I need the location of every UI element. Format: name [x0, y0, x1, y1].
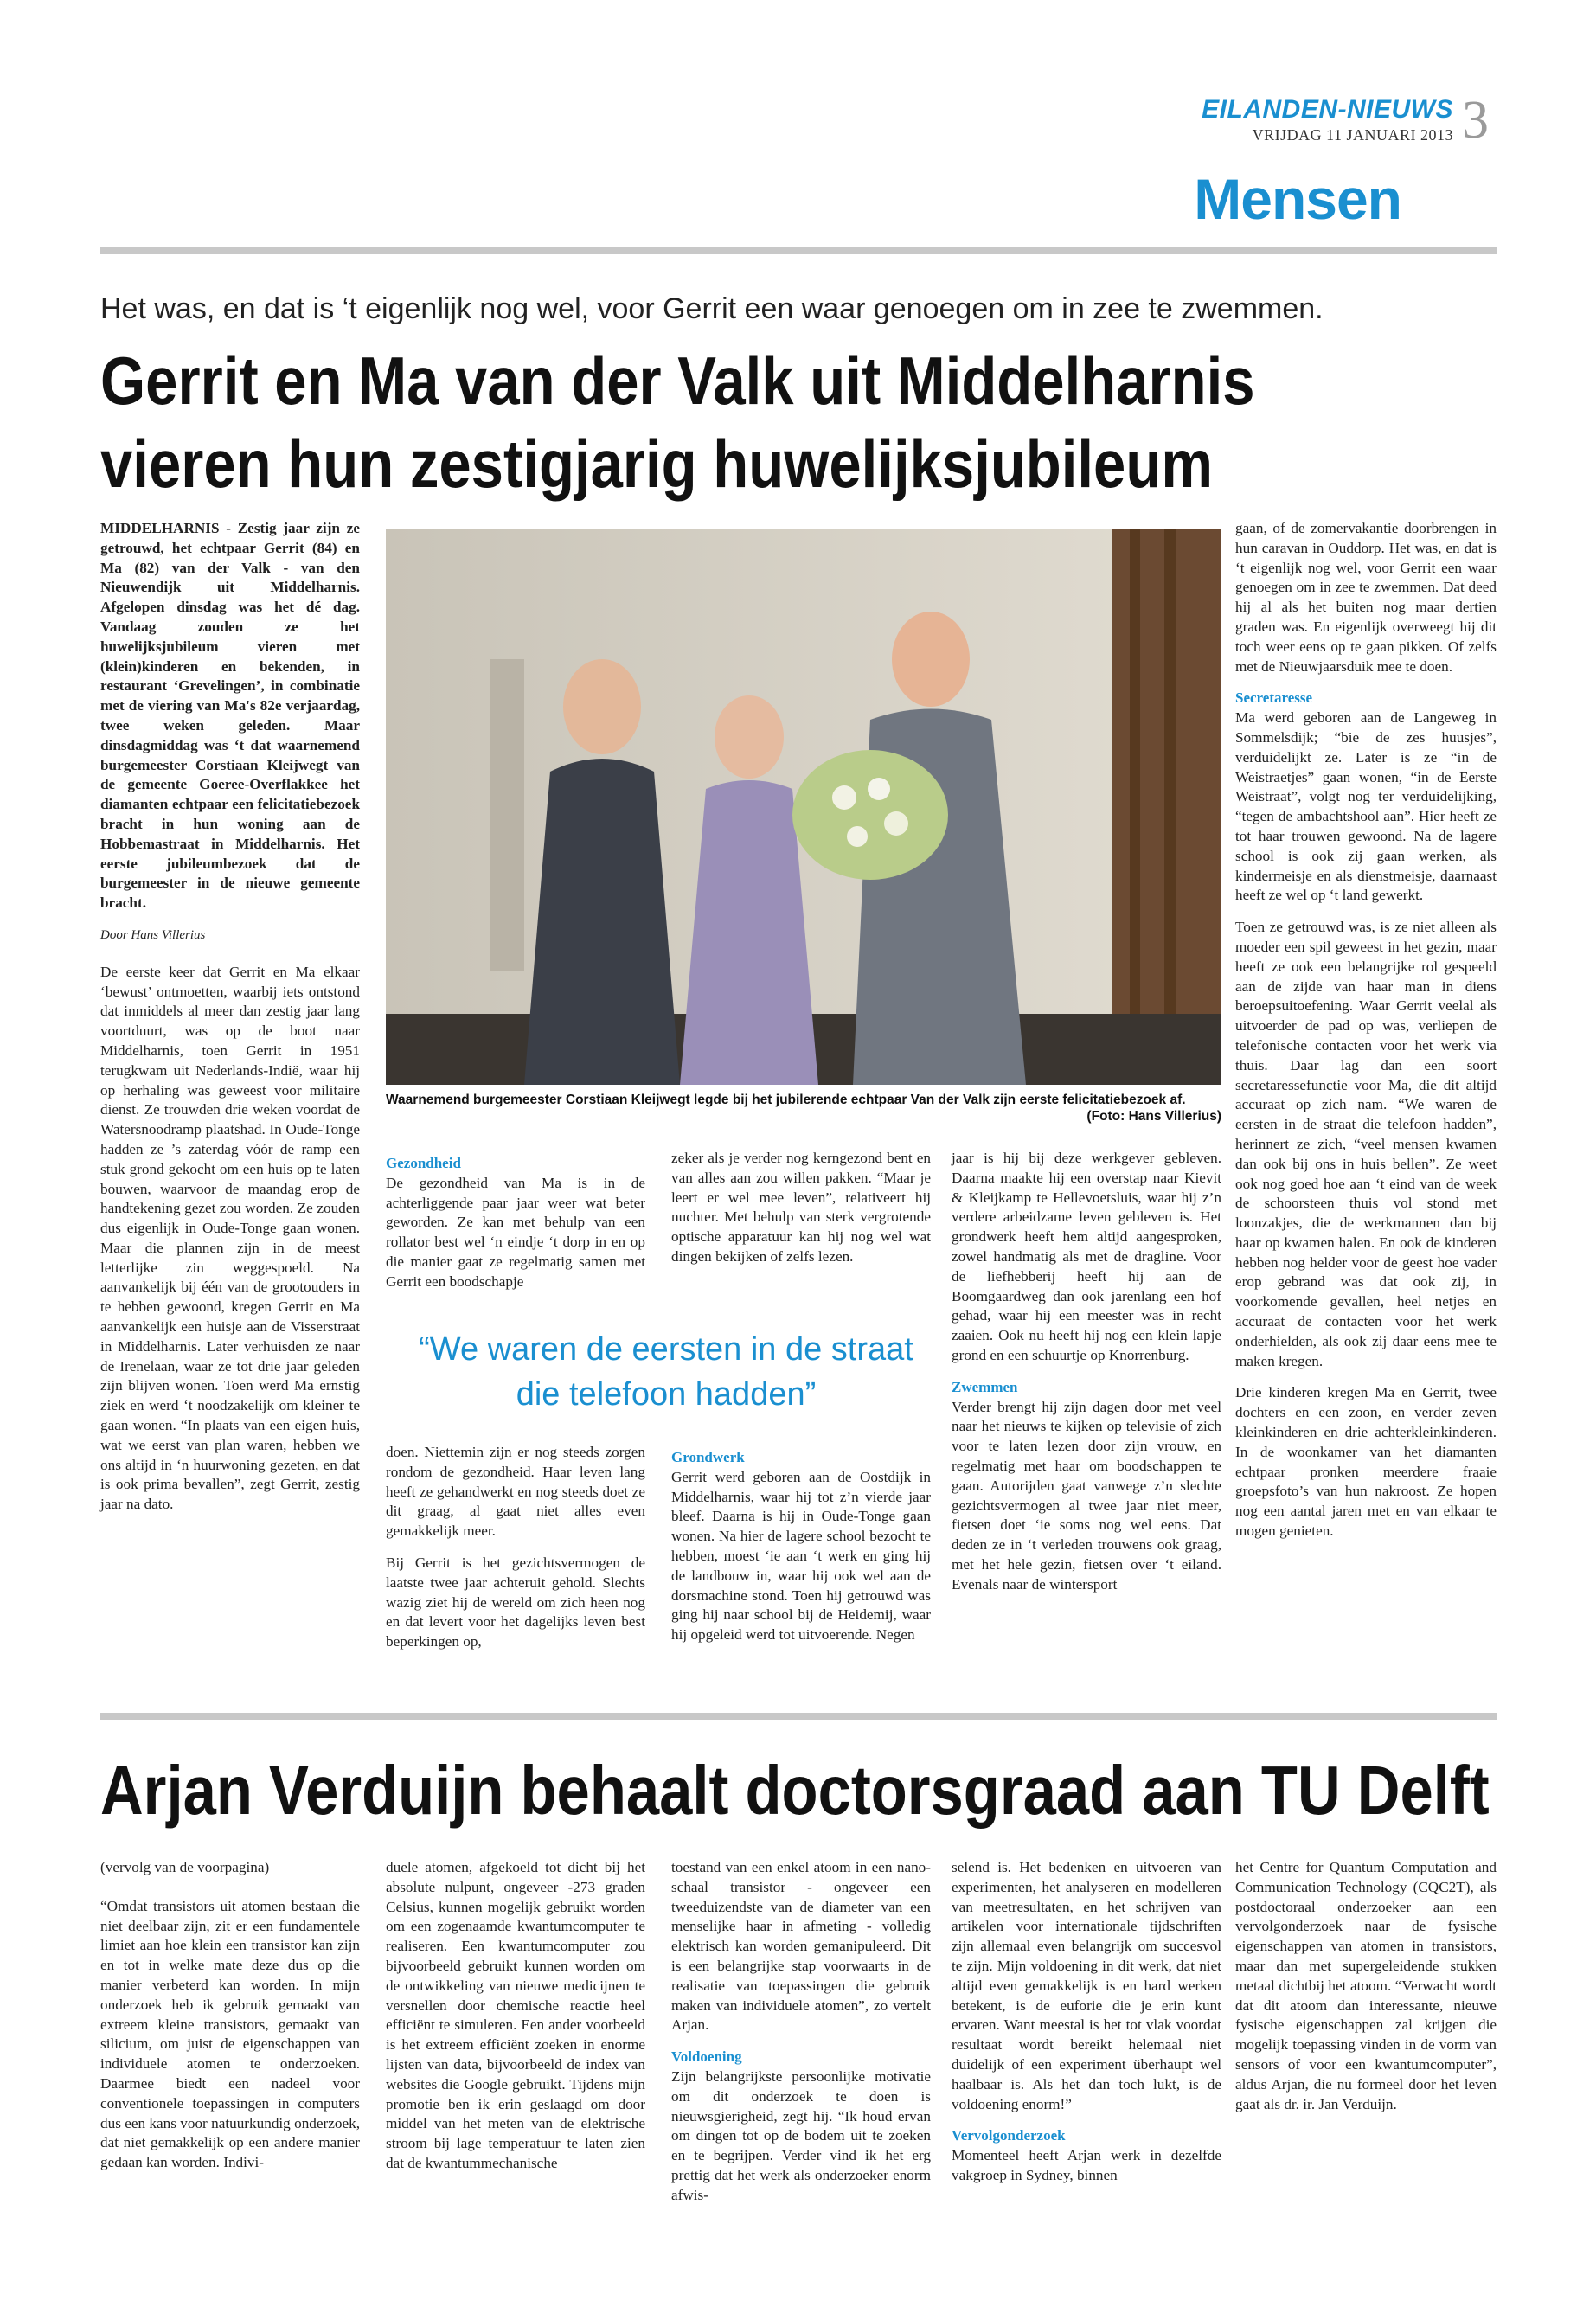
article-column-2-bottom — [386, 1443, 645, 1664]
body-paragraph: Momenteel heeft Arjan werk in dezelfde vakgroep in Sydney, binnen — [952, 2147, 1221, 2183]
article-2-column-4 — [952, 1858, 1221, 2198]
photo-illustration — [386, 529, 1221, 1085]
body-paragraph: duele atomen, afgekoeld tot dicht bij het absolute nulpunt, ongeveer -273 graden Celsius, kunnen mogelijk gebruikt worden om een zogenaamde kwantumcomputer te realiseren. Een kwantumcomputer zou bijvoorbeeld gebruikt kunnen worden om de ontwikkeling van nieuwe medicijnen te versnellen door chemische reactie heel efficiënt te simuleren. Een ander voorbeeld is het extreem efficiënt zoeken in enorme lijsten van data, bijvoorbeeld de index van websites die Google gebruikt. Tijdens mijn promotie ben ik erin geslaagd om door middel van het meten van de elektrische stroom bij lage temperatuur te laten zien dat de kwantummechanische — [386, 1859, 645, 2171]
article-column-3-top — [671, 1149, 931, 1279]
article-2-column-1 — [100, 1858, 360, 2185]
body-paragraph: Bij Gerrit is het gezichtsvermogen de laatste twee jaar achteruit gehold. Slechts wazig ziet hij de wereld om zich heen nog en dat levert voor het dagelijks leven best beperkingen op, — [386, 1554, 645, 1650]
body-paragraph: selend is. Het bedenken en uitvoeren van experimenten, het analyseren en modelleren van meetresultaten, en het schrijven van artikelen voor internationale tijdschriften zijn allemaal even belangrijk om succesvol te zijn. Mijn voldoening in dit werk, dat niet altijd even gemakkelijk is en hard werken betekent, is de euforie die je erin kunt ervaren. Want meestal is het tot vlak voordat resultaat wordt bereikt helemaal niet duidelijk of een experiment überhaupt wel haalbaar is. Als het dan toch lukt, is de voldoening enorm!” — [952, 1859, 1221, 2112]
body-paragraph: Drie kinderen kregen Ma en Gerrit, twee dochters en een zoon, en verder zeven kleinkinderen en drie achterkleinkinderen. In de woonkamer van het diamanten echtpaar pronken meerdere fraaie groepsfoto’s van hun nakroost. Ze hopen nog een aantal jaren met en van elkaar te mogen genieten. — [1235, 1384, 1497, 1540]
article-2-column-5 — [1235, 1858, 1497, 2126]
body-paragraph: Zijn belangrijkste persoonlijke motivatie om dit onderzoek te doen is nieuwsgierigheid, zegt hij. “Ik houd ervan om dingen tot op de bodem uit te zoeken en te begrijpen. Verder vind ik het erg prettig dat het werk als onderzoeker enorm afwis- — [671, 2067, 931, 2203]
body-paragraph: Gerrit werd geboren aan de Oostdijk in Middelharnis, waar hij tot z’n vierde jaar bleef. Daarna is hij in Oude-Tonge gaan wonen. Na hier de lagere school bezocht te hebben, moest ‘ie aan ‘t werk en ging hij de landbouw in, waar hij ook wel aan de dorsmachine stond. Toen hij getrouwd was ging hij naar school bij de Heidemij, waar hij opgeleid werd tot uitvoerende. Negen — [671, 1468, 931, 1644]
subhead-zwemmen: Zwemmen — [952, 1378, 1018, 1395]
body-paragraph: De gezondheid van Ma is in de achterliggende paar jaar weer wat beter geworden. Ze kan met behulp van een rollator best wel ‘n eindje ‘t dorp in en op die manier gaat ze regelmatig samen met Gerrit een boodschapje — [386, 1174, 645, 1290]
body-paragraph: doen. Niettemin zijn er nog steeds zorgen rondom de gezondheid. Haar leven lang heeft ze gehandwerkt en nog steeds doet ze dit graag, al gaat niet alles even gemakkelijk meer. — [386, 1444, 645, 1540]
subhead-gezondheid: Gezondheid — [386, 1155, 461, 1171]
section-title: Mensen — [1194, 167, 1401, 231]
article-kicker: Het was, en dat is ‘t eigenlijk nog wel, voor Gerrit een waar genoegen om in zee te zwemmen. — [100, 292, 1324, 325]
article-headline — [100, 339, 1410, 505]
subhead-vervolgonderzoek: Vervolgonderzoek — [952, 2127, 1066, 2144]
subhead-secretaresse: Secretaresse — [1235, 689, 1313, 707]
body-paragraph: Verder brengt hij zijn dagen door met veel naar het nieuws te kijken op televisie of zich voor te laten lezen door zijn vrouw, en regelmatig met haar om boodschappen te gaan. Autorijden gaat vanwege z’n slechte gezichtsvermogen al twee jaar niet meer, fietsen doet ‘ie soms nog wel eens. Dat deden ze in ‘t verleden trouwens ook graag, met het hele gezin, fietsen over ‘t eiland. Evenals naar de wintersport — [952, 1398, 1221, 1593]
pull-quote: “We waren de eersten in de straat die telefoon hadden” — [419, 1331, 913, 1413]
continuation-note: (vervolg van de voorpagina) — [100, 1859, 270, 1875]
byline: Door Hans Villerius — [100, 927, 206, 942]
top-rule — [100, 247, 1497, 254]
article-column-1 — [100, 519, 360, 1527]
article-column-5 — [1235, 519, 1497, 1554]
body-paragraph: “Omdat transistors uit atomen bestaan die niet deelbaar zijn, zit er een fundamentele limiet aan hoe klein een transistor kan zijn en tot in welke mate deze dus op die manier verbeterd kan worden. In mijn onderzoek heb ik gebruik gemaakt van extreem kleine transistors, gemaakt van silicium, om juist de eigenschappen van individuele atomen te onderzoeken. Daarmee biedt een nadeel voor conventionele toepassingen in computers dus een kans voor natuurkundig onderzoek, dat niet gemakkelijk op een andere manier gedaan kan worden. Indivi- — [100, 1897, 360, 2171]
page-number: 3 — [1462, 91, 1489, 150]
article-column-4-top — [952, 1149, 1221, 1607]
body-paragraph: gaan, of de zomervakantie doorbrengen in hun caravan in Ouddorp. Het was, en dat is ‘t eigenlijk nog wel, voor Gerrit een waar genoegen om in zee te zwemmen. Dat deed hij al als het buiten nog maar dertien graden was. En eigenlijk overweegt hij dit toch weer eens op te gaan pikken. Of zelfs met de Nieuwjaarsduik mee te doen. — [1235, 520, 1497, 675]
article-column-3-bottom — [671, 1443, 931, 1657]
photo-caption — [386, 1092, 1221, 1125]
caption-text: Waarnemend burgemeester Corstiaan Kleijwegt legde bij het jubilerende echtpaar Van der Valk zijn eerste felicitatiebezoek af. — [386, 1093, 1186, 1107]
subhead-voldoening: Voldoening — [671, 2048, 742, 2066]
article-column-2-top — [386, 1149, 645, 1304]
headline-line-1: Gerrit en Ma van der Valk uit Middelharnis — [100, 343, 1255, 419]
photo-credit: (Foto: Hans Villerius) — [1086, 1109, 1221, 1124]
body-paragraph: het Centre for Quantum Computation and Communication Technology (CQC2T), als postdoctoraal onderzoeker aan een vervolgonderzoek naar de fysische eigenschappen van atomen in transistors, maar dan met supergeleidende stukken metaal dichtbij het atoom. “Verwacht wordt dat dit atoom dan interessante, nieuwe fysische eigenschappen zal krijgen die mogelijk toepassing vinden in de vorm van sensors of voor een kwantumcomputer”, aldus Arjan, die nu formeel door het leven gaat als dr. ir. Jan Verduijn. — [1235, 1859, 1497, 2112]
article-photo — [386, 529, 1221, 1085]
article-lead: MIDDELHARNIS - Zestig jaar zijn ze getrouwd, het echtpaar Gerrit (84) en Ma (82) van der Valk - van den Nieuwendijk uit Middelharnis. Afgelopen dinsdag was het dé dag. Vandaag zouden ze het huwelijksjubileum vieren met (klein)kinderen en bekenden, in restaurant ‘Grevelingen’, in combinatie met de viering van Ma's 82e verjaardag, twee weken geleden. Maar dinsdagmiddag was ‘t dat waarnemend burgemeester Corstiaan Kleijwegt van de gemeente Goeree-Overflakkee het diamanten echtpaar een felicitatiebezoek bracht in hun woning aan de Hobbemastraat in Middelharnis. Het eerste jubileumbezoek dat de burgemeester in de nieuwe gemeente bracht. — [100, 520, 360, 912]
body-paragraph: Toen ze getrouwd was, is ze niet alleen als moeder een spil geweest in het gezin, maar heeft ze ook een belangrijke rol gespeeld aan de zijde van haar man in diens beroepsuitoefening. Waar Gerrit veelal als uitvoerder de pad op was, verliepen de telefonische contacten voor het werk via thuis. Daar lag dan een soort secretaressefunctie voor Ma, die dit altijd accuraat op zich nam. “We waren de eersten in de straat die telefoon hadden”, herinnert ze zich, “veel mensen kwamen dan ook bij ons in huis bellen”. Ze weet ook nog goed hoe aan ‘t eind van de week de schoorsteen thuis vol stond met loonzakjes, die de werkmannen dan bij haar op kwamen halen. En ook de kinderen hebben nog helder voor de geest hoe vader erop gebrand was dat ook zij, in voorkomende gevallen, heel netjes en accuraat de contacten voor het werk onderhielden, als ook zij daar eens mee te maken kregen. — [1235, 919, 1497, 1369]
body-paragraph: toestand van een enkel atoom in een nano-schaal transistor - ongeveer een tweeduizendste van de diameter van een menselijke haar in afmeting - volledig elektrisch kan worden gemanipuleerd. Dit is een belangrijke stap voorwaarts in de realisatie van toepassingen die gebruik maken van individuele atomen”, zo vertelt Arjan. — [671, 1859, 931, 2034]
body-paragraph: De eerste keer dat Gerrit en Ma elkaar ‘bewust’ ontmoetten, waarbij iets ontstond dat inmiddels al meer dan zestig jaar lang voortduurt, was op de boot naar Middelharnis, toen Gerrit in 1951 terugkwam uit Nederlands-Indië, waar hij op herhaling was geweest voor militaire dienst. Ze trouwden drie weken voordat de Watersnoodramp plaatshad. In Oude-Tonge hadden ze ’s zaterdag vóór de ramp een stuk grond gekocht om een huis op te laten bouwen, waarvoor de maandag erop de handtekening gezet zou worden. Ze zouden dus eigenlijk in Oude-Tonge gaan wonen. Maar die plannen zijn in de meest letterlijke zin weggespoeld. Na aanvankelijk bij één van de grootouders in te hebben gewoond, kregen Gerrit en Ma aanvankelijk een huisje aan de Visserstraat in Middelharnis. Later verhuisden ze naar de Irenelaan, waar ze tot drie jaar geleden zijn blijven wonen. Toen werd Ma ernstig ziek en werd ‘t noodzakelijk om kleiner te gaan wonen. “In plaats van een eigen huis, wat we eerst van plan waren, hebben we ons altijd in ‘n huurwoning gezeten, en dat is ook prima bevallen”, zegt Gerrit, zestig jaar na dato. — [100, 963, 360, 1513]
article-2-headline: Arjan Verduijn behaalt doctorsgraad aan TU Delft — [100, 1752, 1490, 1829]
issue-date: VRIJDAG 11 JANUARI 2013 — [1252, 126, 1453, 144]
masthead — [1194, 95, 1453, 144]
body-paragraph: zeker als je verder nog kerngezond bent en van alles aan zou willen pakken. “Maar je leert er wel mee leven”, relativeert hij nuchter. Met behulp van sterk vergrotende optische apparatuur kan hij nog wel wat dingen bekijken of zelfs lezen. — [671, 1150, 931, 1265]
body-paragraph: jaar is hij bij deze werkgever gebleven. Daarna maakte hij een overstap naar Kievit & Kleijkamp te Hellevoetsluis, waar hij z’n verdere arbeidzame leven gebleven is. Het grondwerk heeft hem altijd aangesproken, zowel handmatig als met de dragline. Voor de liefhebberij heeft hij aan de Boomgaardweg dan ook jarenlang een hof gehad, waar hij een meester was in recht zaaien. Ook nu heeft hij nog een klein lapje grond en een schuurtje op Knorrenburg. — [952, 1150, 1221, 1363]
headline-line-2: vieren hun zestigjarig huwelijksjubileum — [100, 426, 1213, 502]
body-paragraph: Ma werd geboren aan de Langeweg in Sommelsdijk; “bie de zes huusjes”, verduidelijkt ze. Later is ze “in de Weistraetjes” gaan wonen, “in de Eerste Weistraat”, volgt nog ter verduidelijking, “tegen de ambachtshool aan”. Hier heeft ze tot haar trouwen gewoond. Na de lagere school is ook zij gaan werken, als kindermeisje en als dienstmeisje, daarnaast heeft ze wel op ‘t land gewerkt. — [1235, 709, 1497, 904]
paper-name: EILANDEN-NIEUWS — [1202, 95, 1453, 124]
article-2-column-2 — [386, 1858, 645, 2186]
section-rule — [100, 1713, 1497, 1720]
article-2-column-3 — [671, 1858, 931, 2218]
subhead-grondwerk: Grondwerk — [671, 1449, 745, 1465]
